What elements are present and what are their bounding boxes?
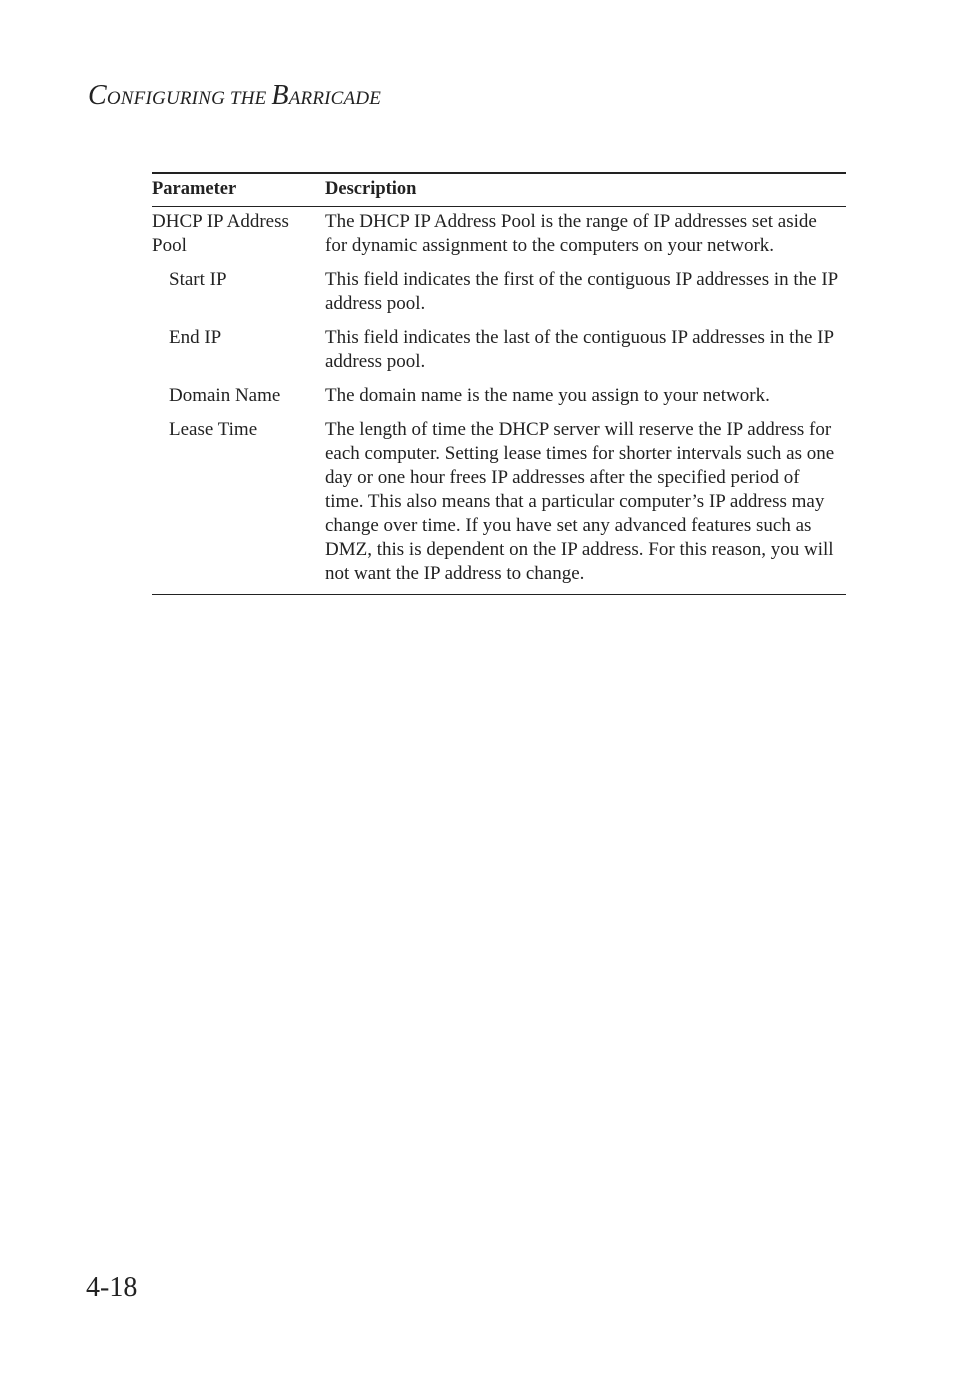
desc-lease-time: The length of time the DHCP server will reserve the IP address for each computer. Setting lease times for shorter intervals such as one day or one hour frees IP addresses after the specified period of time. This also means that a particular computer’s IP address may change over time. If you have set any advanced features such as DMZ, this is dependent on the IP address. For this reason, you will not want the IP address to change. <box>325 419 835 584</box>
header-initial-c: C <box>88 80 107 111</box>
param-lease-time: Lease Time <box>169 419 258 440</box>
header-initial-b: B <box>271 80 289 111</box>
desc-start-ip: This field indicates the first of the contiguous IP addresses in the IP address pool. <box>325 269 838 314</box>
table-header-row <box>152 174 846 207</box>
param-start-ip: Start IP <box>169 269 227 290</box>
table-row <box>152 266 846 324</box>
parameter-table <box>152 172 846 595</box>
desc-domain-name: The domain name is the name you assign to your network. <box>325 385 770 406</box>
header-small-text-1: ONFIGURING THE <box>106 88 272 109</box>
page-number: 4-18 <box>86 1272 138 1303</box>
table-row <box>152 382 846 416</box>
desc-dhcp-ip-address-pool: The DHCP IP Address Pool is the range of IP addresses set aside for dynamic assignment to the computers on your network. <box>325 211 817 256</box>
header-small-text-2: ARRICADE <box>288 88 382 109</box>
column-header-parameter: Parameter <box>152 179 237 199</box>
param-end-ip: End IP <box>169 327 222 348</box>
param-domain-name: Domain Name <box>169 385 281 406</box>
table-row <box>152 416 846 594</box>
running-header <box>88 80 381 112</box>
table-body <box>152 207 846 594</box>
table-row <box>152 208 846 266</box>
desc-end-ip: This field indicates the last of the contiguous IP addresses in the IP address pool. <box>325 327 834 372</box>
column-header-description: Description <box>325 179 417 199</box>
param-dhcp-ip-address-pool: DHCP IP Address Pool <box>152 211 289 256</box>
table-row <box>152 324 846 382</box>
